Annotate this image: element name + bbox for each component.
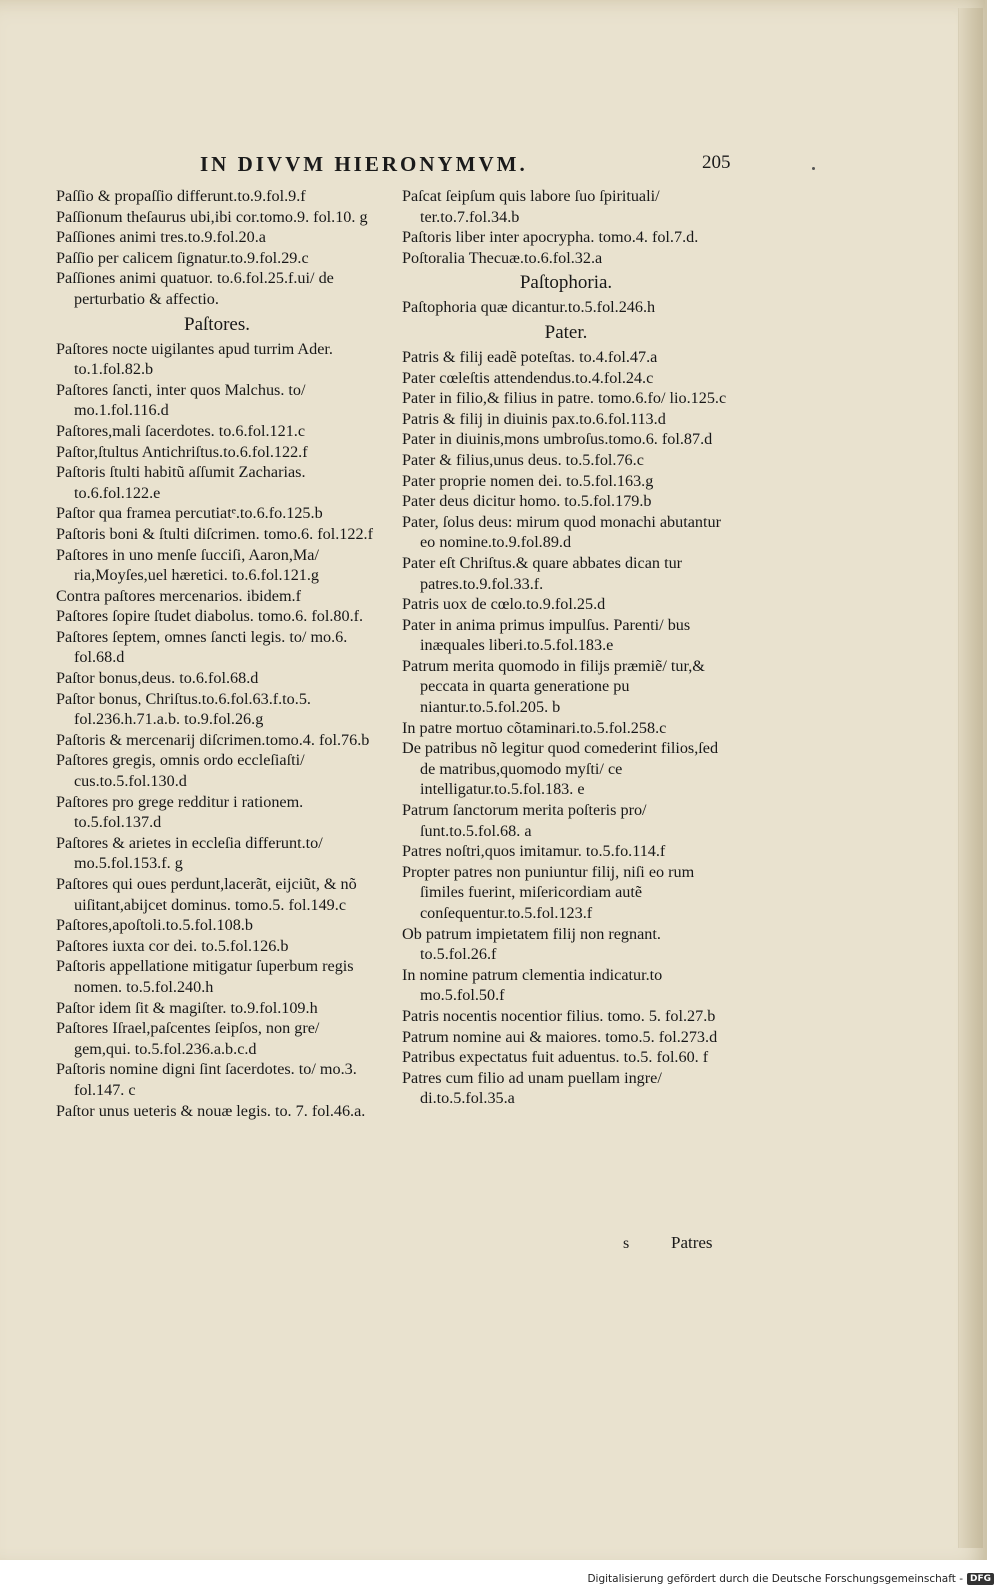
index-entry: In patre mortuo cõtaminari.to.5.fol.258.c (402, 718, 667, 737)
index-entry: Pater cœleſtis attendendus.to.4.fol.24.c (402, 368, 654, 387)
index-entry: Paſſio per calicem ſignatur.to.9.fol.29.c (56, 248, 309, 267)
index-entry: Patrum ſanctorum merita poſteris pro/ ſunt.to.5.fol.68. a (402, 801, 647, 840)
dfg-logo: DFG (967, 1573, 994, 1585)
index-entry: Paſtor idem ſit & magiſter. to.9.fol.109.h (56, 998, 318, 1017)
index-entry: Paſtores gregis, omnis ordo eccleſiaſti/ cus.to.5.fol.130.d (56, 751, 305, 791)
index-entry: Pater & filius,unus deus. to.5.fol.76.c (402, 450, 644, 469)
index-entry: In nomine patrum clementia indicatur.to mo.5.fol.50.f (402, 965, 663, 1005)
index-entry: De patribus nõ legitur quod comederint filios,ſed de matribus,quomodo myſti/ ce intelligatur.to.5.fol.183. e (402, 739, 719, 799)
index-entry: Paſtor,ſtultus Antichriſtus.to.6.fol.122.f (56, 442, 308, 461)
index-entry: Pater in anima primus impulſus. Parenti/ bus inæquales liberi.to.5.fol.183.e (402, 615, 691, 655)
index-heading: Paſtophoria. (519, 272, 613, 294)
index-entry: Paſtores in uno menſe ſucciſi, Aaron,Ma/ ria,Moyſes,uel hæretici. to.6.fol.121.g (56, 545, 320, 585)
index-entry: Pater deus dicitur homo. to.5.fol.179.b (402, 492, 652, 511)
index-column-right (402, 186, 730, 1109)
index-entry: Patris nocentis nocentior filius. tomo. 5. fol.27.b (402, 1006, 716, 1025)
signature-mark: s (623, 1235, 630, 1252)
index-entry: Paſtores Iſrael,paſcentes ſeipſos, non gre/ gem,qui. to.5.fol.236.a.b.c.d (56, 1019, 320, 1058)
index-heading: Pater. (544, 321, 588, 343)
index-entry: Paſtor qua framea percutiatᵉ.to.6.fo.125.b (56, 504, 323, 523)
index-entry: Paſtoris ſtulti habitũ aſſumit Zacharias. to.6.fol.122.e (56, 463, 306, 502)
index-entry: Pater, ſolus deus: mirum quod monachi abutantur eo nomine.to.9.fol.89.d (402, 512, 721, 552)
index-entry: Patrum nomine aui & maiores. tomo.5. fol.273.d (402, 1027, 718, 1046)
index-entry: Ob patrum impietatem filij non regnant. to.5.fol.26.f (402, 924, 661, 964)
index-entry: Pater eſt Chriſtus.& quare abbates dican tur patres.to.9.fol.33.f. (402, 553, 683, 593)
page-edge (958, 8, 983, 1548)
index-entry: Patres noſtri,quos imitamur. to.5.fo.114.f (402, 842, 666, 861)
index-entry: Paſtoris liber inter apocrypha. tomo.4. fol.7.d. (402, 228, 699, 247)
index-entry: Paſtores,mali ſacerdotes. to.6.fol.121.c (56, 421, 306, 440)
index-entry: Paſtor bonus,deus. to.6.fol.68.d (56, 669, 259, 688)
index-entry: Poſtoralia Thecuæ.to.6.fol.32.a (402, 248, 603, 267)
page-speck (812, 167, 815, 170)
index-entry: Paſtor bonus, Chriſtus.to.6.fol.63.f.to.5. fol.236.h.71.a.b. to.9.fol.26.g (56, 689, 311, 729)
index-entry: Patribus expectatus fuit aduentus. to.5. fol.60. f (402, 1048, 709, 1067)
index-entry: Paſtoris boni & ſtulti diſcrimen. tomo.6. fol.122.f (56, 524, 373, 543)
index-heading: Paſtores. (184, 313, 250, 335)
index-entry: Pater proprie nomen dei. to.5.fol.163.g (402, 471, 654, 490)
index-entry: Paſſio & propaſſio differunt.to.9.fol.9.f (56, 187, 306, 205)
index-entry: Paſcat ſeipſum quis labore ſuo ſpirituali/ ter.to.7.fol.34.b (402, 187, 660, 226)
index-entry: Paſtores & arietes in eccleſia differunt.to/ mo.5.fol.153.f. g (56, 833, 323, 873)
running-head: IN DIVVM HIERONYMVM. (200, 152, 528, 176)
index-entry: Patris & filij in diuinis pax.to.6.fol.113.d (402, 409, 666, 428)
index-entry: Paſtoris & mercenarij diſcrimen.tomo.4. fol.76.b (56, 730, 370, 749)
index-entry: Patrum merita quomodo in filijs præmiẽ/ tur,& peccata in quarta generatione pu niantur.to.5.fol.205. b (402, 656, 705, 717)
index-entry: Paſtores nocte uigilantes apud turrim Ader. to.1.fol.82.b (56, 339, 333, 379)
index-entry: Paſtores ſopire ſtudet diabolus. tomo.6. fol.80.f. (56, 607, 364, 626)
index-entry: Paſſiones animi quatuor. to.6.fol.25.f.ui/ de perturbatio & affectio. (56, 269, 334, 308)
catchword: Patres (671, 1233, 713, 1252)
index-entry: Pater in filio,& filius in patre. tomo.6.fo/ lio.125.c (402, 389, 727, 408)
index-entry: Contra paſtores mercenarios. ibidem.f (56, 586, 301, 605)
index-entry: Paſſiones animi tres.to.9.fol.20.a (56, 228, 266, 247)
index-entry: Paſtoris nomine digni ſint ſacerdotes. to/ mo.3. fol.147. c (56, 1060, 357, 1099)
index-entry: Patris uox de cœlo.to.9.fol.25.d (402, 595, 606, 614)
index-entry: Patres cum filio ad unam puellam ingre/ di.to.5.fol.35.a (402, 1068, 662, 1108)
index-entry: Patris & filij eadẽ poteſtas. to.4.fol.47.a (402, 347, 658, 366)
index-entry: Paſtor unus ueteris & nouæ legis. to. 7. fol.46.a. (56, 1101, 366, 1120)
index-entry: Paſtophoria quæ dicantur.to.5.fol.246.h (402, 298, 656, 317)
index-entry: Pater in diuinis,mons umbroſus.tomo.6. fol.87.d (402, 430, 713, 449)
credit-text: Digitalisierung gefördert durch die Deutsche Forschungsgemeinschaft - (587, 1573, 963, 1585)
index-entry: Paſtores,apoſtoli.to.5.fol.108.b (56, 916, 253, 935)
index-entry: Paſtores qui oues perdunt,lacerãt, eijciũt, & nõ uiſitant,abijcet dominus. tomo.5. fol.149.c (56, 875, 357, 914)
index-entry: Paſſionum theſaurus ubi,ibi cor.tomo.9. fol.10. g (56, 207, 368, 226)
index-entry: Propter patres non puniuntur filij, niſi eo rum ſimiles fuerint, miſericordiam autẽ conſequentur.to.5.fol.123.f (402, 862, 695, 922)
index-entry: Paſtoris appellatione mitigatur ſuperbum regis nomen. to.5.fol.240.h (56, 957, 354, 996)
index-entry: Paſtores pro grege redditur i rationem. to.5.fol.137.d (56, 792, 304, 832)
digitization-credit (587, 1573, 994, 1585)
index-entry: Paſtores ſancti, inter quos Malchus. to/ mo.1.fol.116.d (56, 380, 306, 420)
index-entry: Paſtores ſeptem, omnes ſancti legis. to/ mo.6. fol.68.d (56, 627, 348, 667)
index-column-left (56, 186, 378, 1121)
folio-number: 205 (702, 152, 731, 173)
index-entry: Paſtores iuxta cor dei. to.5.fol.126.b (56, 936, 289, 955)
